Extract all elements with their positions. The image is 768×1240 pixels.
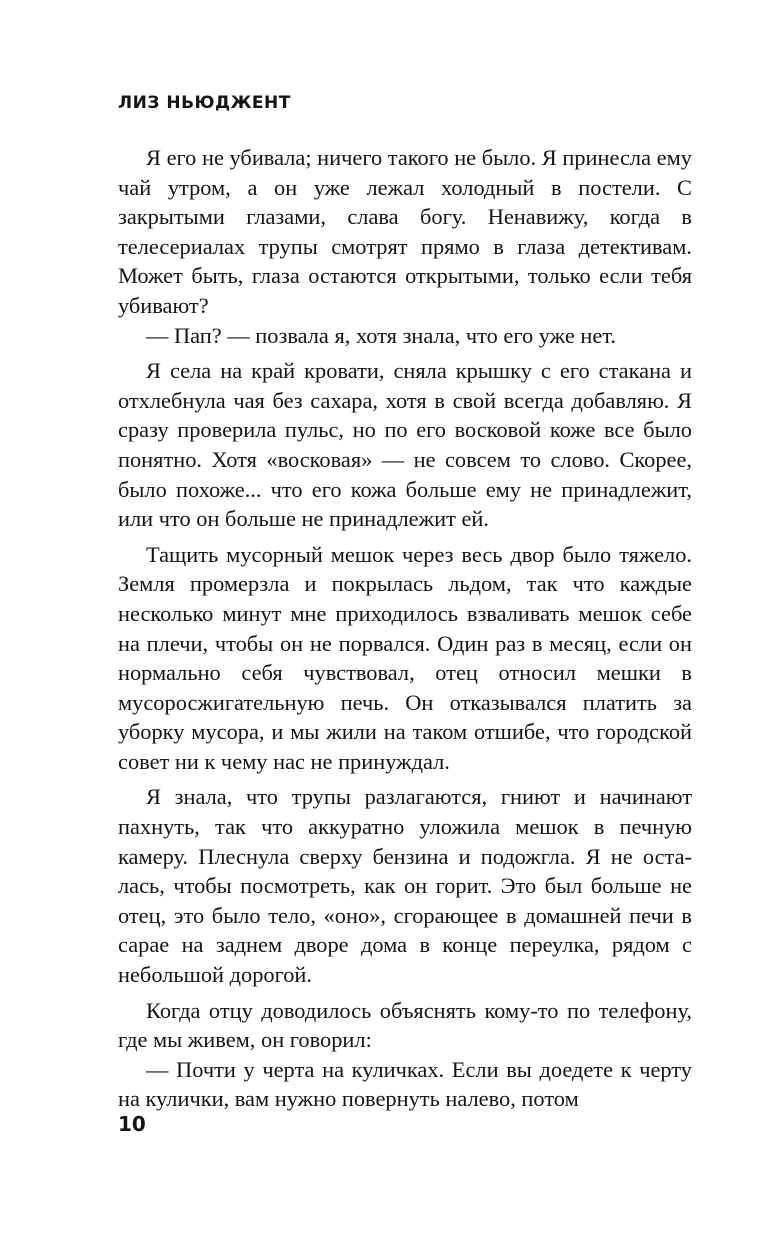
paragraph: Тащить мусорный мешок через весь двор было тяжело. Земля промерзла и покрылась льдом, так что каждые несколько минут мне приходилось взваливать мешок себе на плечи, чтобы он не порвался. Один раз в месяц, если он нормально себя чувствовал, отец относил мешки в мусоросжигательную печь. Он отказывался платить за уборку мусора, и мы жили на таком отшибе, что городской совет ни к чему нас не принуждал.: [118, 541, 692, 774]
body-text: [118, 143, 692, 1114]
paragraph: Когда отцу доводилось объяснять кому-то по телефону, где мы живем, он говорил:: [118, 997, 692, 1053]
running-head-author: ЛИЗ НЬЮДЖЕНТ: [118, 93, 291, 113]
page-number: 10: [118, 1112, 146, 1136]
paragraph: Я знала, что трупы разлагаются, гниют и начинают пахнуть, так что аккуратно уложила мешок в печную камеру. Плеснула сверху бензина и подожгла. Я не осталась, чтобы посмотреть, как он горит. Это был больше не отец, это было тело, «оно», сгорающее в домашней печи в сарае на заднем дворе дома в конце переулка, рядом с небольшой дорогой.: [118, 784, 692, 988]
paragraph: — Почти у черта на куличках. Если вы доедете к черту на кулички, вам нужно повернуть налево, потом: [118, 1056, 692, 1112]
paragraph: Я его не убивала; ничего такого не было. Я принесла ему чай утром, а он уже лежал холодный в постели. С закрытыми глазами, слава богу. Ненавижу, когда в телесериалах трупы смотрят прямо в глаза детективам. Может быть, глаза остаются открытыми, только если тебя убивают?: [118, 145, 692, 318]
paragraph: Я села на край кровати, сняла крышку с его стакана и отхлебнула чая без сахара, хотя в свой всегда добавляю. Я сразу проверила пульс, но по его восковой коже все было понятно. Хотя «восковая» — не совсем то слово. Скорее, было похоже... что его кожа больше ему не принадлежит, или что он больше не принадлежит ей.: [118, 358, 692, 532]
paragraph: — Пап? — позвала я, хотя знала, что его уже нет.: [146, 322, 616, 348]
